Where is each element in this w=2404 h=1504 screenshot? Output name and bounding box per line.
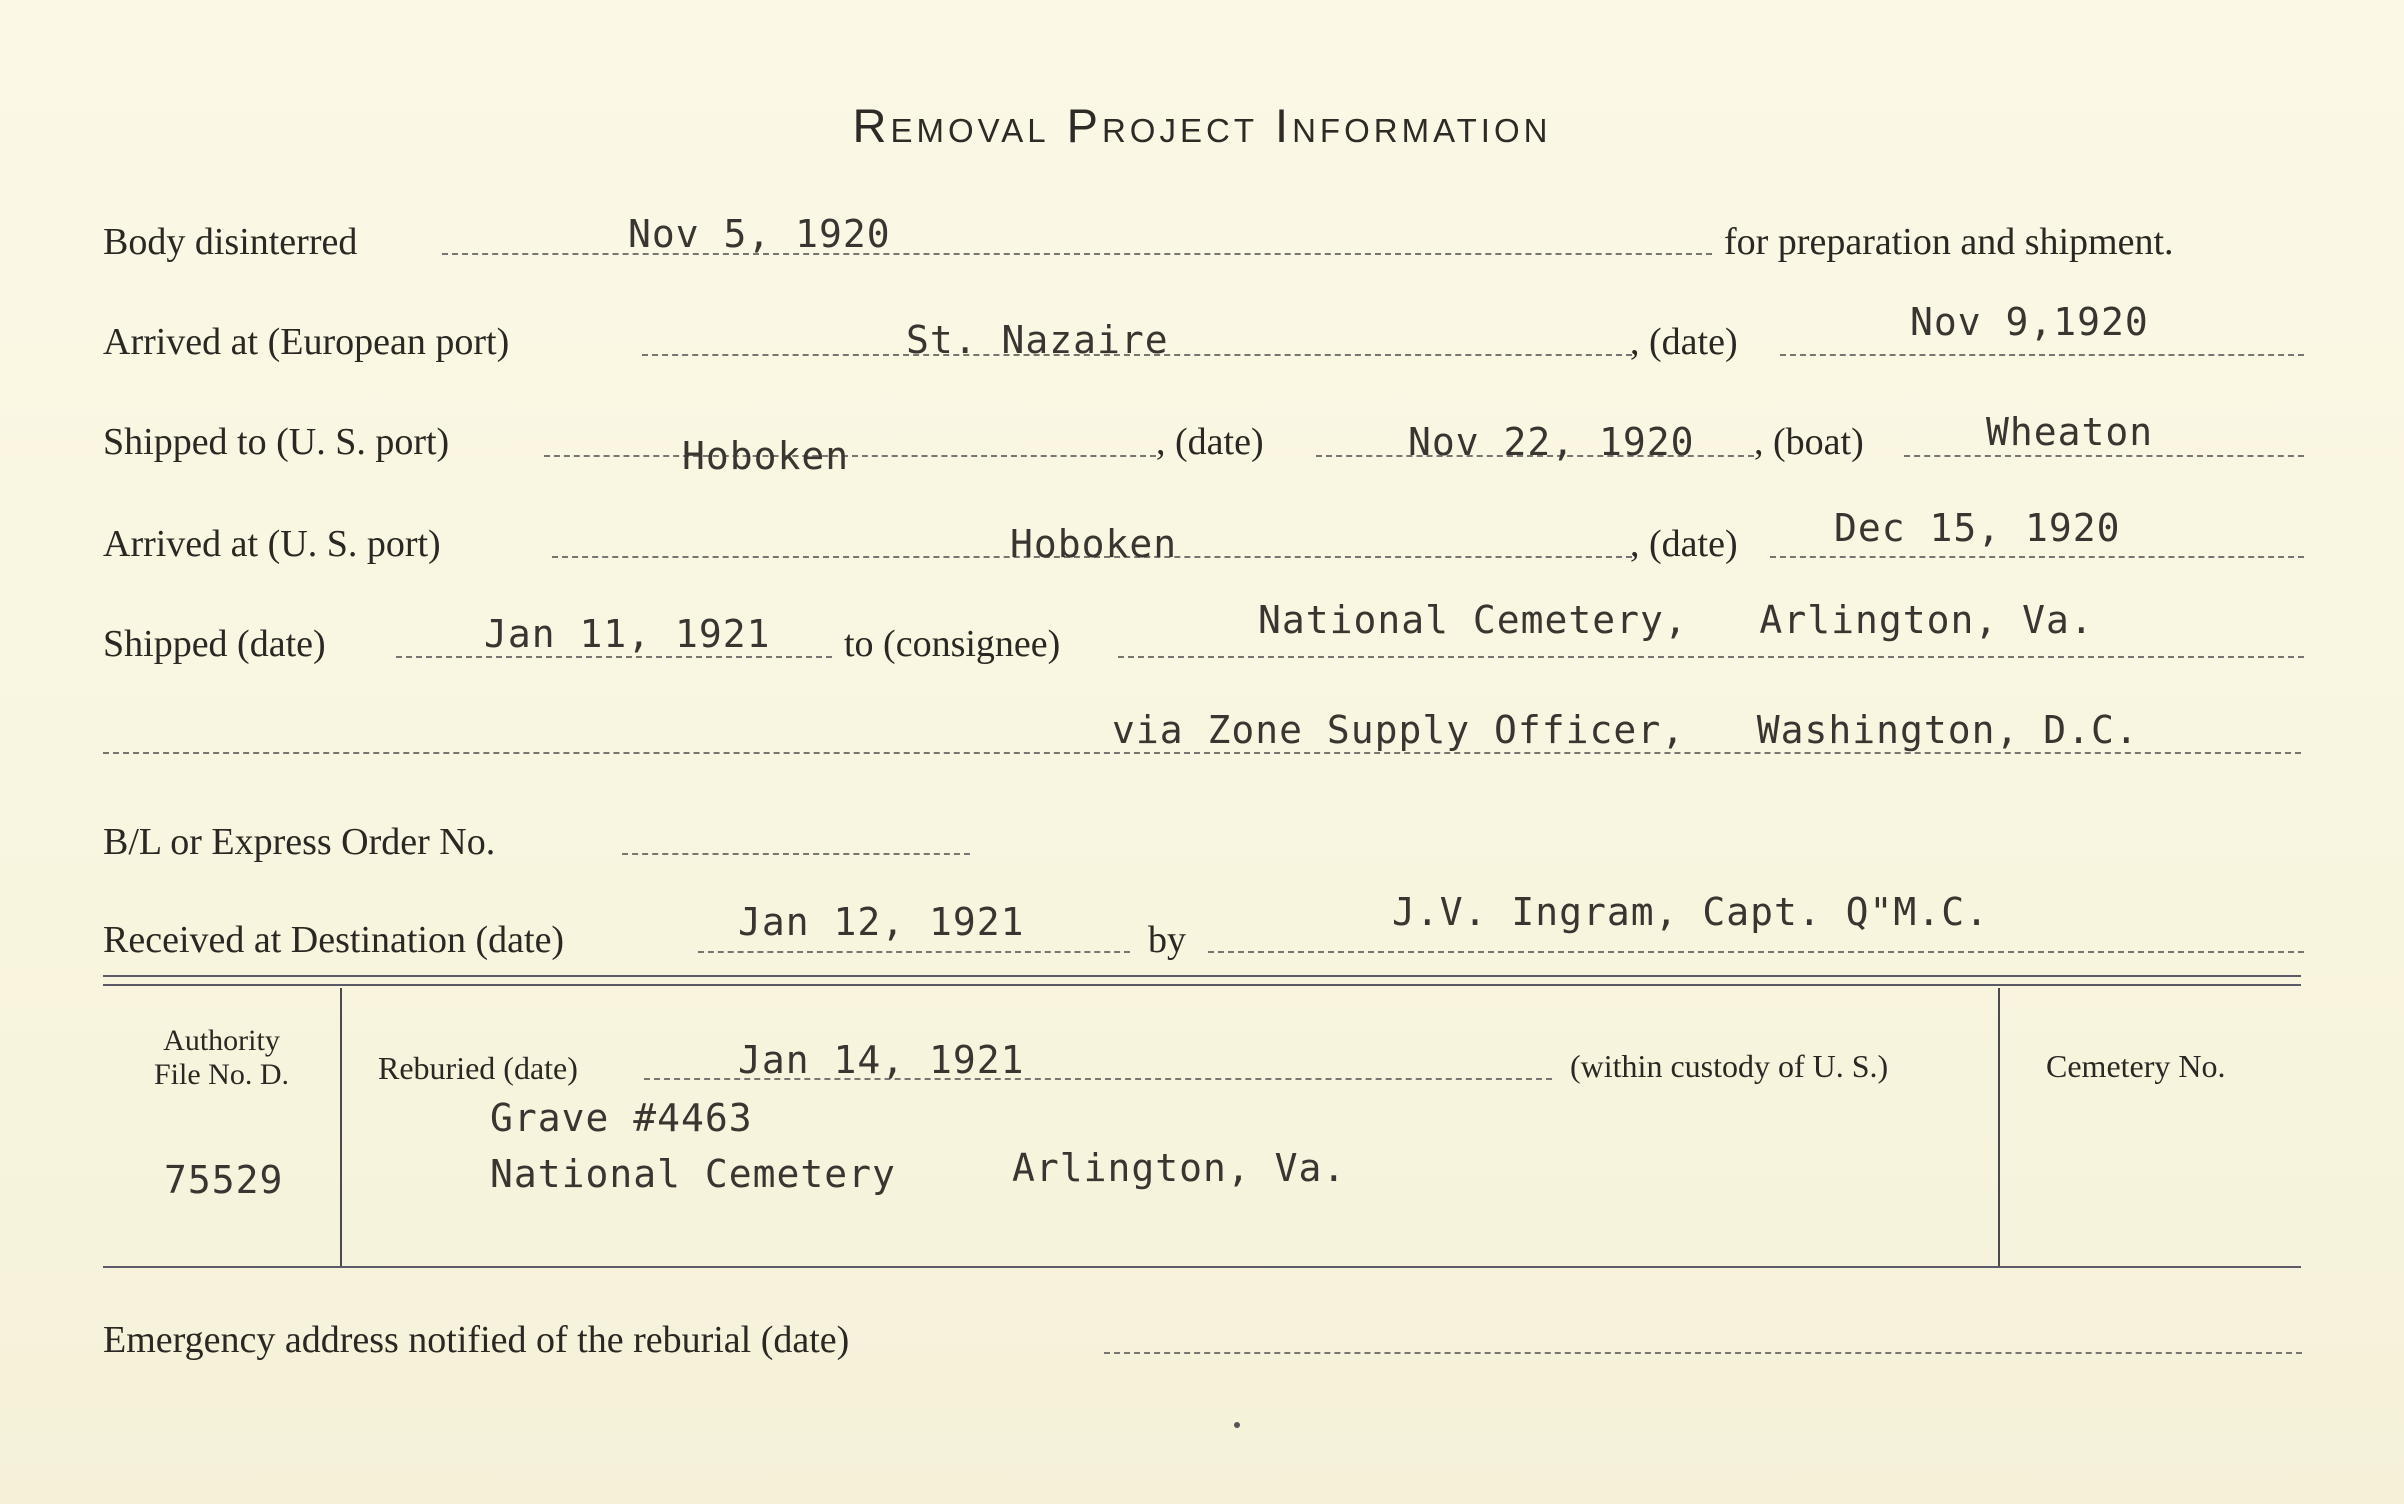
received-line	[698, 951, 1130, 953]
shipped-to-line	[544, 455, 1156, 457]
received-label: Received at Destination (date)	[103, 919, 565, 961]
authority-label-2: File No. D.	[154, 1058, 289, 1091]
received-date: Jan 12, 1921	[738, 900, 1025, 944]
arrived-us-date-label: , (date)	[1630, 523, 1738, 565]
shipped-to-boat-label: , (boat)	[1754, 421, 1864, 463]
arrived-us-label: Arrived at (U. S. port)	[103, 523, 441, 565]
authority-label	[103, 1024, 340, 1092]
cemetery-name: National Cemetery	[490, 1152, 896, 1196]
shipped-to-date-label: , (date)	[1156, 421, 1264, 463]
bl-line	[622, 853, 970, 855]
consignee-label: to (consignee)	[844, 623, 1061, 665]
reburied-date: Jan 14, 1921	[738, 1038, 1025, 1082]
disinterred-suffix: for preparation and shipment.	[1724, 221, 2174, 263]
shipped-to-date: Nov 22, 1920	[1408, 420, 1695, 464]
arrived-us-date: Dec 15, 1920	[1834, 506, 2121, 550]
arrived-us-value: Hoboken	[1010, 522, 1178, 566]
box-top-rule-1	[103, 975, 2301, 977]
shipped-date-label: Shipped (date)	[103, 623, 326, 665]
european-date-line	[1780, 354, 2304, 356]
paper-speck	[1234, 1422, 1240, 1428]
box-divider-left	[340, 988, 342, 1266]
shipped-to-label: Shipped to (U. S. port)	[103, 421, 450, 463]
authority-label-1: Authority	[163, 1024, 280, 1057]
received-by-label: by	[1148, 919, 1186, 961]
european-port-label: Arrived at (European port)	[103, 321, 510, 363]
european-port-date: Nov 9,1920	[1910, 300, 2149, 344]
european-port-date-label: , (date)	[1630, 321, 1738, 363]
consignee-line	[1118, 656, 2304, 658]
received-by: J.V. Ingram, Capt. Q"M.C.	[1392, 890, 1989, 934]
cemetery-no-label: Cemetery No.	[2046, 1048, 2226, 1084]
shipped-to-value: Hoboken	[682, 434, 850, 478]
shipped-date: Jan 11, 1921	[484, 612, 771, 656]
european-port-value: St. Nazaire	[906, 318, 1169, 362]
disinterred-value: Nov 5, 1920	[628, 212, 891, 256]
shipped-date-line2	[396, 656, 832, 658]
box-top-rule-2	[103, 984, 2301, 986]
shipped-to-boat: Wheaton	[1986, 410, 2154, 454]
emergency-label: Emergency address notified of the reburial (date)	[103, 1319, 850, 1361]
emergency-line	[1104, 1352, 2302, 1354]
grave-number: Grave #4463	[490, 1096, 753, 1140]
arrived-date-line	[1770, 556, 2304, 558]
custody-note: (within custody of U. S.)	[1570, 1048, 1889, 1084]
disinterred-label: Body disinterred	[103, 221, 358, 263]
card-title: Removal Project Information	[852, 99, 1552, 152]
consignee-value-2: via Zone Supply Officer, Washington, D.C.	[1112, 708, 2139, 752]
box-bottom-rule	[103, 1266, 2301, 1268]
consignee-line-2	[103, 752, 2301, 754]
reburied-label: Reburied (date)	[378, 1050, 578, 1086]
consignee-value: National Cemetery, Arlington, Va.	[1258, 598, 2094, 642]
boat-line	[1904, 455, 2304, 457]
file-number: 75529	[164, 1158, 284, 1202]
box-divider-right	[1998, 988, 2000, 1266]
cemetery-location: Arlington, Va.	[1012, 1146, 1347, 1190]
bl-label: B/L or Express Order No.	[103, 821, 496, 863]
received-by-line	[1208, 951, 2304, 953]
